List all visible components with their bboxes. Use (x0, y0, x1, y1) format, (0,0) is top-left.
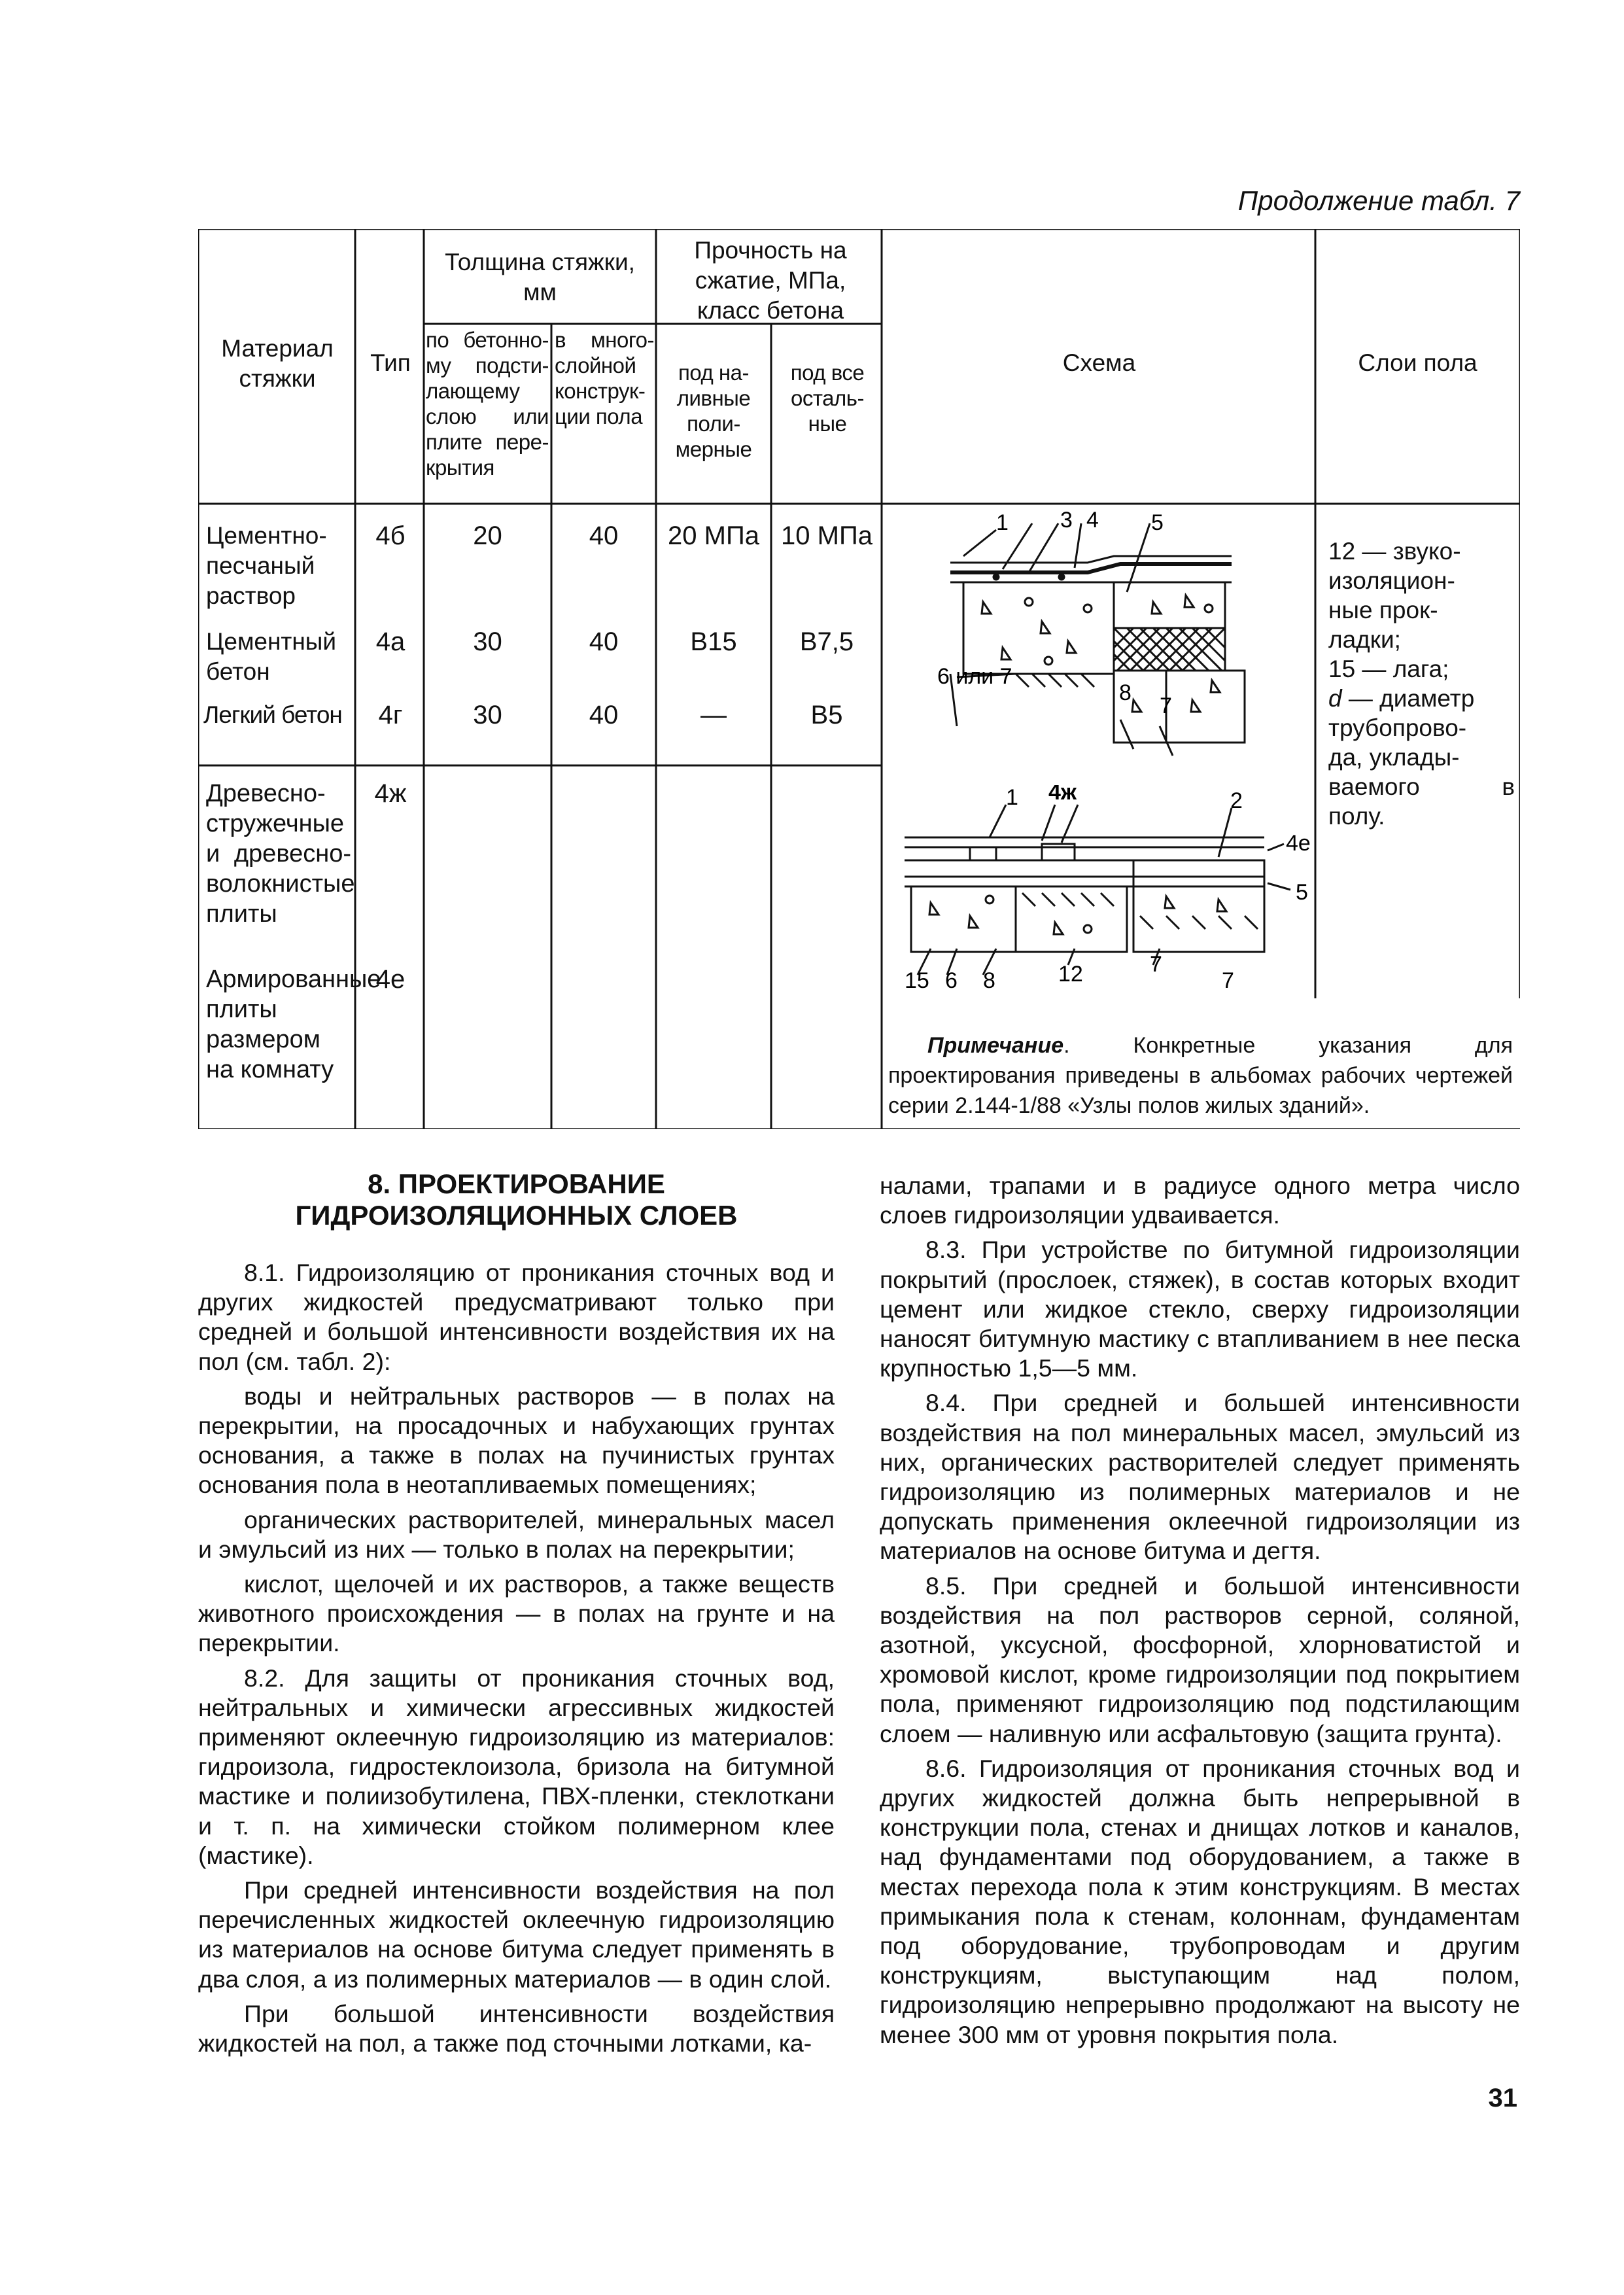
row-material-chipboard: Древесно-стружечные и древесно-волокнистые плиты (206, 780, 355, 928)
row-strength-1: 20 МПа (668, 521, 759, 550)
schema-1-label: 6 или 7 (937, 664, 1012, 689)
table-note (888, 1030, 1513, 1121)
svg-text:12: 12 (1058, 962, 1083, 987)
svg-text:1: 1 (1006, 785, 1018, 810)
floor-layers-legend: 12 — звуко- изоляцион- ные прок- ладки; 15 — лага; d — диаметр трубопрово- да, уклады- ваемого в полу. (1328, 538, 1515, 830)
paragraph: 8.5. При средней и большой интенсивности воздействия на пол растворов серной, соляной, азотной, уксусной, фосфорной, хлорноватистой и хромовой кислот, кроме гидроизоляции под покрытием пола, применяют гидроизоляцию под подстилающим слоем — наливную или асфальтовую (защита грунта). (880, 1571, 1520, 1747)
row-thickness-2: 40 (589, 627, 619, 656)
schema-1-label: 5 (1151, 510, 1164, 535)
row-type: 4г (378, 701, 403, 729)
schema-1-label: 4 (1086, 510, 1099, 533)
svg-text:5: 5 (1296, 880, 1308, 905)
section-heading: 8. ПРОЕКТИРОВАНИЕ ГИДРОИЗОЛЯЦИОННЫХ СЛОЕВ (295, 1168, 738, 1231)
paragraph: 8.1. Гидроизоляцию от проникания сточных вод и других жидкостей предусматривают только при средней и большой интенсивности воздействия их на пол (см. табл. 2): (198, 1259, 835, 1375)
svg-text:7: 7 (1222, 968, 1234, 993)
schema-1-label: 3 (1060, 510, 1073, 533)
svg-text:7: 7 (1150, 952, 1162, 977)
note-text: . Конкретные указания для проектирования приведены в альбомах рабочих чертежей серии 2.144-1/88 «Узлы полов жилых зданий». (888, 1033, 1513, 1118)
paragraph: При большой интенсивности воздействия жидкостей на пол, а также под сточными лотками, ка- (198, 1999, 835, 2058)
row-strength-1: — (700, 701, 727, 729)
table-caption: Продолжение табл. 7 (1237, 185, 1520, 216)
header-material: Материал стяжки (221, 335, 334, 392)
header-layers: Слои пола (1358, 349, 1477, 376)
svg-text:2: 2 (1230, 788, 1243, 813)
svg-text:4е: 4е (1286, 831, 1311, 856)
paragraph: кислот, щелочей и их растворов, а также веществ животного происхождения — в полах на грунте и на перекрытии. (198, 1570, 835, 1657)
paragraph: При средней интенсивности воздействия на пол перечисленных жидкостей оклеечную гидроизоляцию из материалов на основе битума следует применять в два слоя, а из полимерных материалов — в один слой. (198, 1876, 835, 1993)
row-thickness-2: 40 (589, 521, 619, 550)
row-material-cement-concrete: Цементный бетон (206, 628, 337, 685)
schema-2-cross-section (891, 785, 1323, 994)
row-material-light-concrete: Легкий бетон (203, 701, 342, 728)
header-strength-other: под все осталь-ные (790, 360, 865, 436)
svg-text:4ж: 4ж (1048, 785, 1077, 805)
text-column-right (880, 1171, 1520, 2050)
row-material-reinforced-slabs: Армированные плиты размером на комнату (206, 966, 381, 1083)
paragraph: органических растворителей, минеральных масел и эмульсий из них — только в полах на перекрытии; (198, 1505, 835, 1563)
row-type: 4ж (374, 779, 407, 808)
page-number: 31 (1488, 2084, 1517, 2112)
row-strength-2: В5 (810, 701, 843, 729)
row-strength-2: 10 МПа (781, 521, 872, 550)
header-strength: Прочность на сжатие, МПа, класс бетона (694, 237, 847, 324)
schema-1-cross-section (891, 510, 1310, 772)
row-thickness-1: 30 (473, 701, 502, 729)
schema-1-label: 1 (996, 510, 1009, 535)
header-schema: Схема (1062, 349, 1136, 376)
svg-text:15: 15 (905, 968, 929, 993)
row-type: 4е (375, 965, 406, 994)
svg-text:8: 8 (983, 968, 995, 993)
note-title: Примечание (927, 1033, 1064, 1058)
schema-1-label: 7 (1160, 693, 1172, 718)
row-thickness-1: 30 (473, 627, 502, 656)
header-thickness-concrete: по бетонно-му подсти-лающему слою или плите пере-крытия (426, 328, 549, 480)
header-thickness: Толщина стяжки, мм (445, 249, 635, 306)
paragraph: 8.6. Гидроизоляция от проникания сточных вод и других жидкостей должна быть непрерывной в конструкции пола, стенах и днищах лотков и каналов, над фундаментами под оборудованием, а также в местах перехода пола к этим конструкциям. В местах примыкания пола к стенам, колоннам, фундаментам под оборудование, трубопроводам и другим конструкциям, выступающим над полом, гидроизоляцию непрерывно продолжают на высоту не менее 300 мм от уровня покрытия пола. (880, 1754, 1520, 2048)
row-type: 4б (375, 521, 406, 550)
header-thickness-multilayer: в много-слойной конструк-ции пола (555, 328, 654, 429)
text-column-left (198, 1258, 835, 2058)
paragraph: воды и нейтральных растворов — в полах на перекрытии, на просадочных и набухающих грунтах основания, а также в полах на пучинистых грунтах основания пола в неотапливаемых помещениях; (198, 1382, 835, 1499)
floor-screed-table (198, 229, 1520, 1129)
row-material-cement-sand: Цементно-песчаный раствор (206, 522, 327, 609)
paragraph: 8.2. Для защиты от проникания сточных вод, нейтральных и химически агрессивных жидкостей применяют оклеечную гидроизоляцию из материалов: гидроизола, гидростеклоизола, бризола на битумной мастике и полиизобутилена, ПВХ-пленки, стеклоткани и т. п. на химически стойком полимерном клее (мастике). (198, 1664, 835, 1869)
paragraph: 8.3. При устройстве по битумной гидроизоляции покрытий (прослоек, стяжек), в состав которых входит цемент или жидкое стекло, сверху гидроизоляции наносят битумную мастику с втапливанием в нее песка крупностью 1,5—5 мм. (880, 1236, 1520, 1382)
row-thickness-2: 40 (589, 701, 619, 729)
row-strength-1: В15 (690, 627, 737, 656)
paragraph: налами, трапами и в радиусе одного метра число слоев гидроизоляции удваивается. (880, 1172, 1520, 1229)
row-strength-2: В7,5 (799, 627, 854, 656)
svg-text:6: 6 (945, 968, 958, 993)
schema-1-label: 8 (1119, 680, 1132, 705)
row-thickness-1: 20 (473, 521, 502, 550)
row-type: 4а (375, 627, 406, 656)
header-strength-polymer: под на-ливные поли-мерные (675, 360, 752, 461)
header-type: Тип (370, 349, 411, 376)
paragraph: 8.4. При средней и большей интенсивности воздействия на пол минеральных масел, эмульсий из них, органических растворителей следует применять гидроизоляцию из полимерных материалов и не допускать применения оклеечной гидроизоляции из материалов на основе битума и дегтя. (880, 1389, 1520, 1565)
